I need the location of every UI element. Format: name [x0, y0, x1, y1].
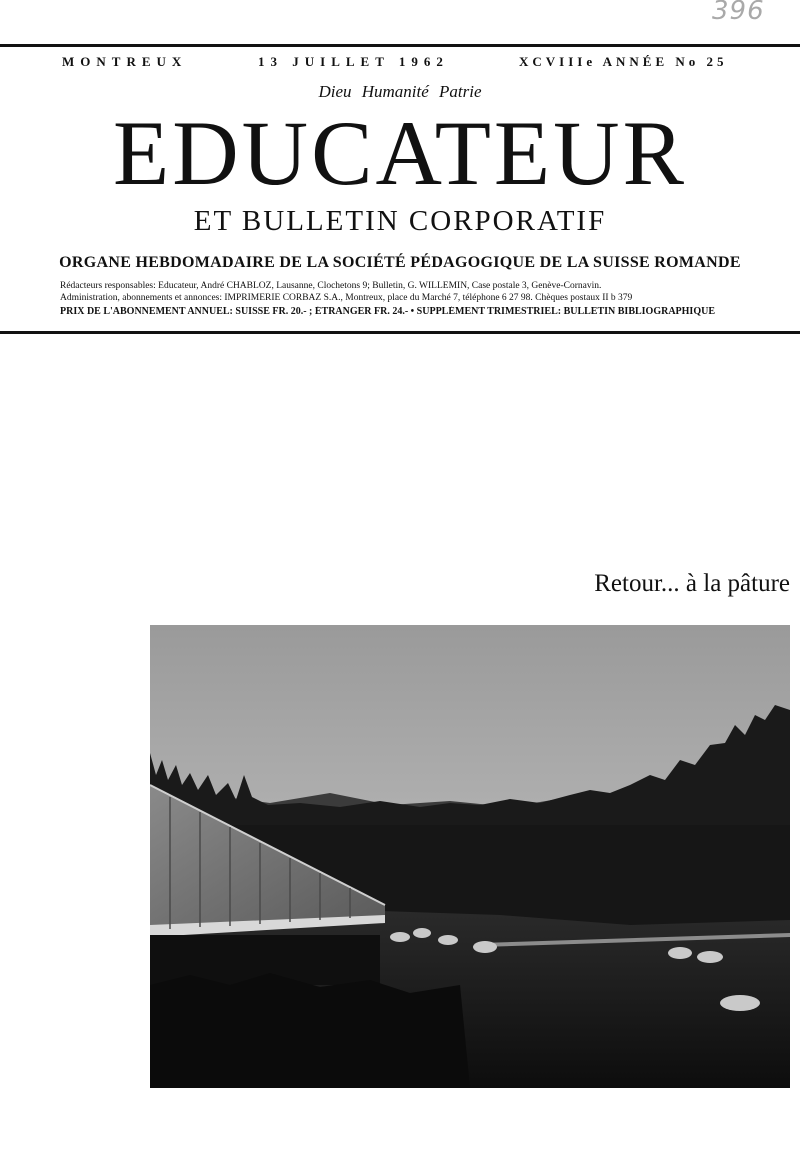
motto: Dieu Humanité Patrie [318, 82, 482, 101]
dateline-city: MONTREUX [62, 54, 188, 69]
photo-caption-title: Retour... à la pâture [594, 570, 790, 597]
masthead-title: EDUCATEUR [113, 102, 687, 204]
dateline-date: 13 JUILLET 1962 [258, 54, 449, 69]
dateline-year-issue: XCVIIIe ANNÉE No 25 [519, 54, 728, 69]
masthead-subtitle: ET BULLETIN CORPORATIF [193, 205, 607, 237]
organe-line: ORGANE HEBDOMADAIRE DE LA SOCIÉTÉ PÉDAGOGIQUE DE LA SUISSE ROMANDE [59, 254, 741, 271]
bottom-rule [0, 331, 800, 334]
handwritten-page-number: 396 [712, 0, 765, 26]
top-rule [0, 44, 800, 47]
administration-line: Administration, abonnements et annonces: IMPRIMERIE CORBAZ S.A., Montreux, place du Marché 7, téléphone 6 27 98. Chèques postaux II b 379 [60, 293, 633, 303]
pasture-photograph [150, 625, 790, 1088]
pasture-photo-illustration [150, 625, 790, 1088]
subscription-line: PRIX DE L'ABONNEMENT ANNUEL: SUISSE FR. 20.- ; ÉTRANGER FR. 24.- • SUPPLÉMENT TRIMESTRIEL: BULLETIN BIBLIOGRAPHIQUE [60, 306, 715, 317]
dateline [62, 54, 772, 70]
editors-line: Rédacteurs responsables: Educateur, André CHABLOZ, Lausanne, Clochetons 9; Bulletin, G. WILLEMIN, Case postale 3, Genève-Cornavin. [60, 281, 602, 291]
